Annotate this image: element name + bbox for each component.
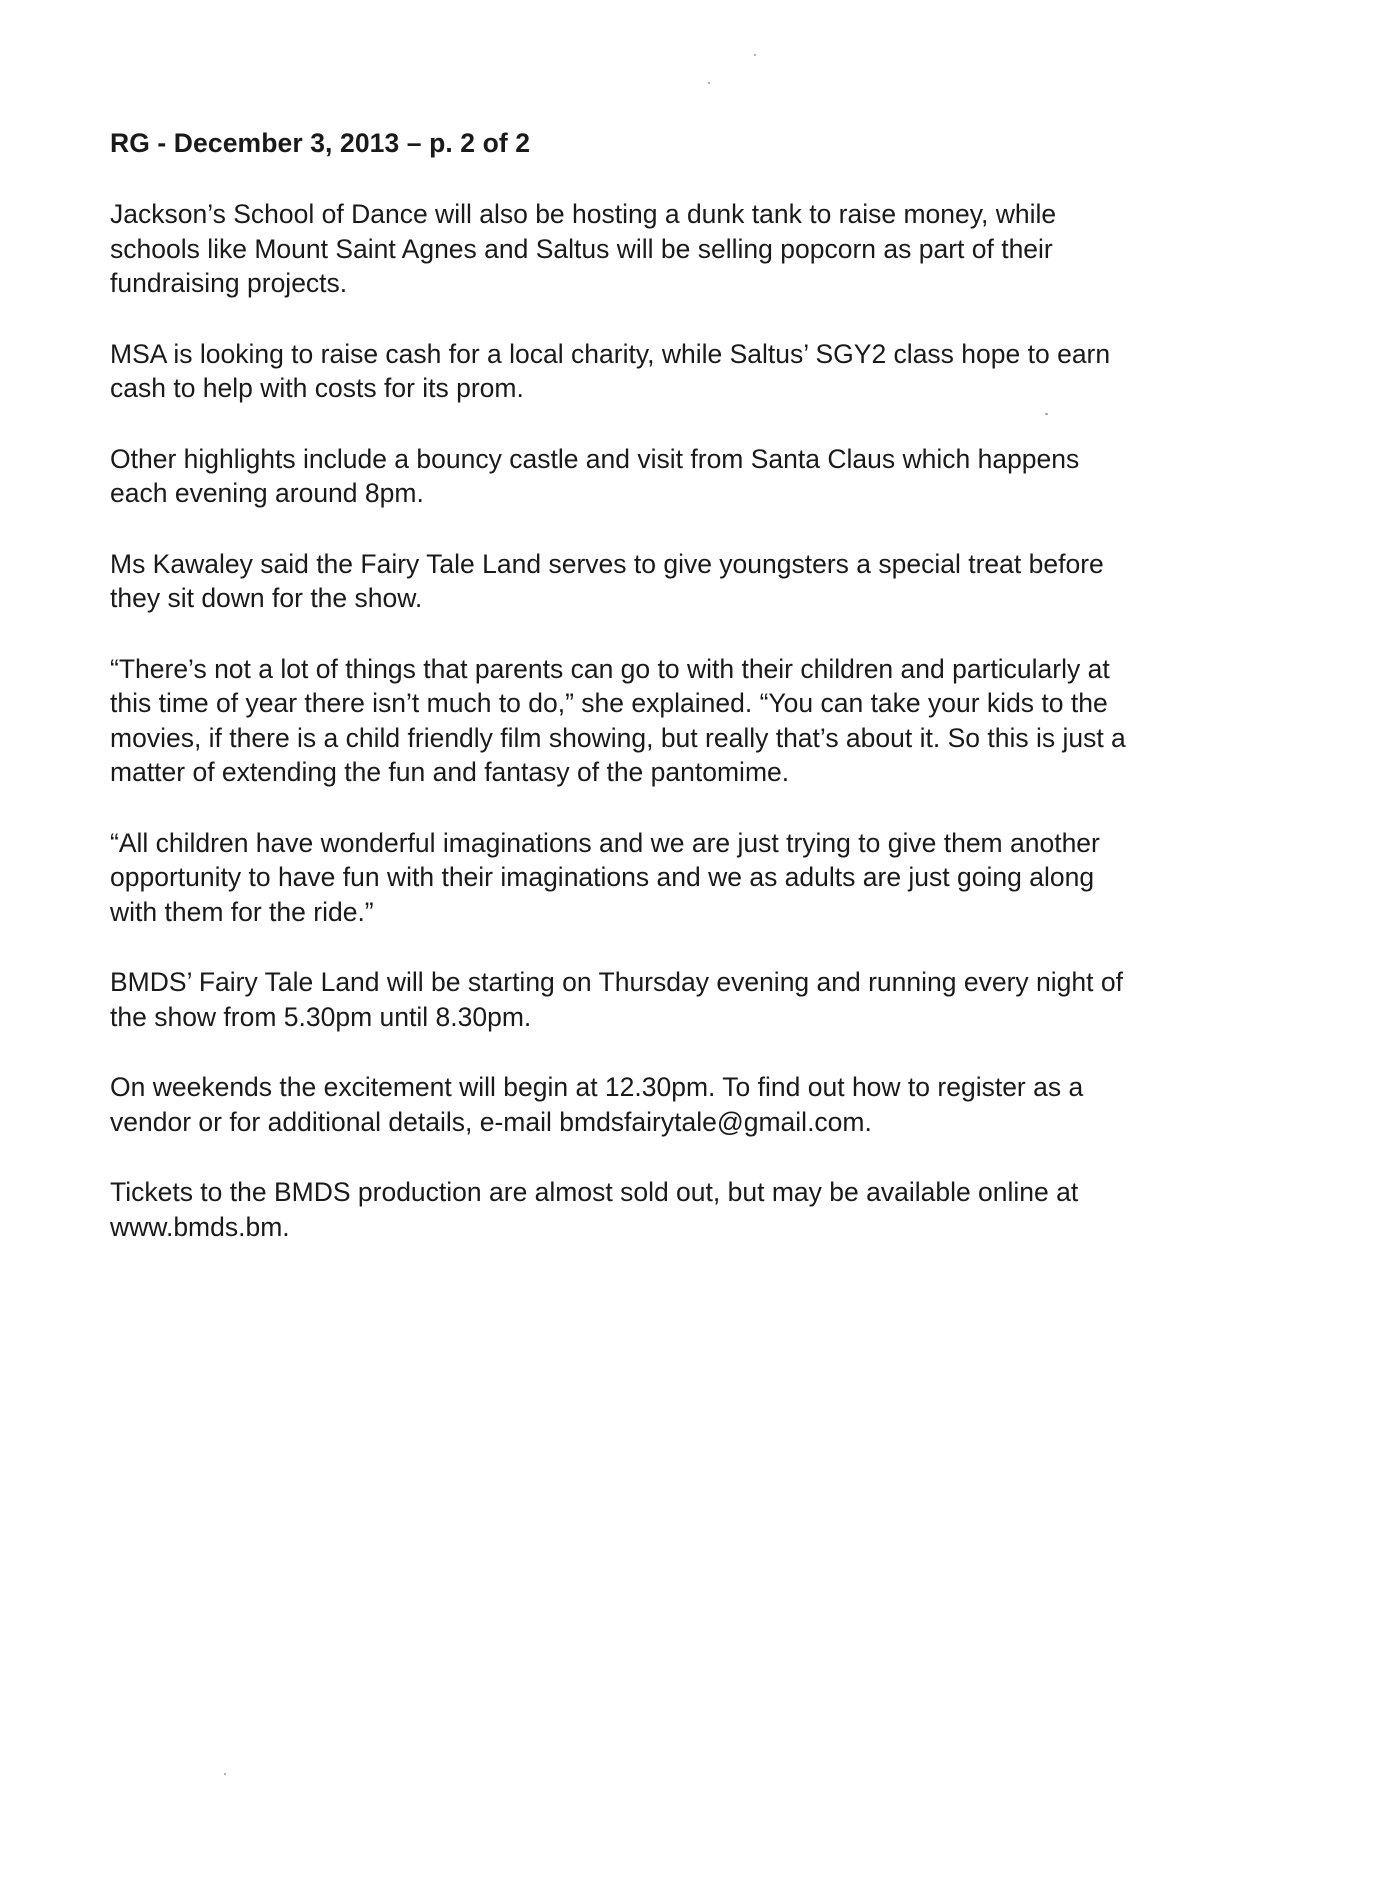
paragraph-1 [110, 197, 1295, 301]
text-line: opportunity to have fun with their imaginations and we as adults are just going along [110, 862, 1095, 892]
text-line: with them for the ride.” [110, 896, 374, 927]
paragraph-3 [110, 442, 1295, 511]
scan-speck [754, 54, 756, 56]
article-body [110, 197, 1295, 1280]
text-line: Tickets to the BMDS production are almost sold out, but may be available online at [110, 1177, 1079, 1207]
text-line: they sit down for the show. [110, 583, 423, 613]
paragraph-8 [110, 1070, 1295, 1139]
text-line: MSA is looking to raise cash for a local charity, while Saltus’ SGY2 class hope to earn [110, 338, 1111, 369]
paragraph-4 [110, 547, 1295, 616]
text-line: the show from 5.30pm until 8.30pm. [110, 1001, 532, 1032]
text-line: BMDS’ Fairy Tale Land will be starting on Thursday evening and running every night of [110, 967, 1123, 997]
text-line: vendor or for additional details, e-mail bmdsfairytale@gmail.com. [110, 1106, 872, 1137]
scan-speck [224, 1773, 226, 1775]
text-line: Jackson’s School of Dance will also be hosting a dunk tank to raise money, while [110, 199, 1057, 229]
paragraph-7 [110, 965, 1295, 1034]
page-header: RG - December 3, 2013 – p. 2 of 2 [110, 128, 531, 158]
paragraph-5 [110, 652, 1295, 790]
text-line: www.bmds.bm. [110, 1211, 290, 1242]
text-line: schools like Mount Saint Agnes and Saltus will be selling popcorn as part of their [110, 233, 1053, 264]
paragraph-2 [110, 337, 1295, 406]
text-line: On weekends the excitement will begin at 12.30pm. To find out how to register as a [110, 1072, 1084, 1102]
scan-speck [1045, 413, 1048, 415]
scan-speck [708, 82, 710, 84]
text-line: Other highlights include a bouncy castle and visit from Santa Claus which happens [110, 443, 1080, 474]
text-line: fundraising projects. [110, 268, 348, 298]
text-line: this time of year there isn’t much to do,” she explained. “You can take your kids to the [110, 688, 1108, 718]
paragraph-9 [110, 1175, 1295, 1244]
text-line: Ms Kawaley said the Fairy Tale Land serves to give youngsters a special treat before [110, 548, 1104, 579]
text-line: movies, if there is a child friendly film showing, but really that’s about it. So this is just a [110, 722, 1126, 753]
paragraph-6 [110, 826, 1295, 930]
text-line: matter of extending the fun and fantasy of the pantomime. [110, 757, 790, 787]
text-line: each evening around 8pm. [110, 478, 424, 508]
text-line: cash to help with costs for its prom. [110, 373, 524, 403]
text-line: “There’s not a lot of things that parents can go to with their children and particularly at [110, 653, 1110, 684]
text-line: “All children have wonderful imaginations and we are just trying to give them another [110, 827, 1100, 858]
